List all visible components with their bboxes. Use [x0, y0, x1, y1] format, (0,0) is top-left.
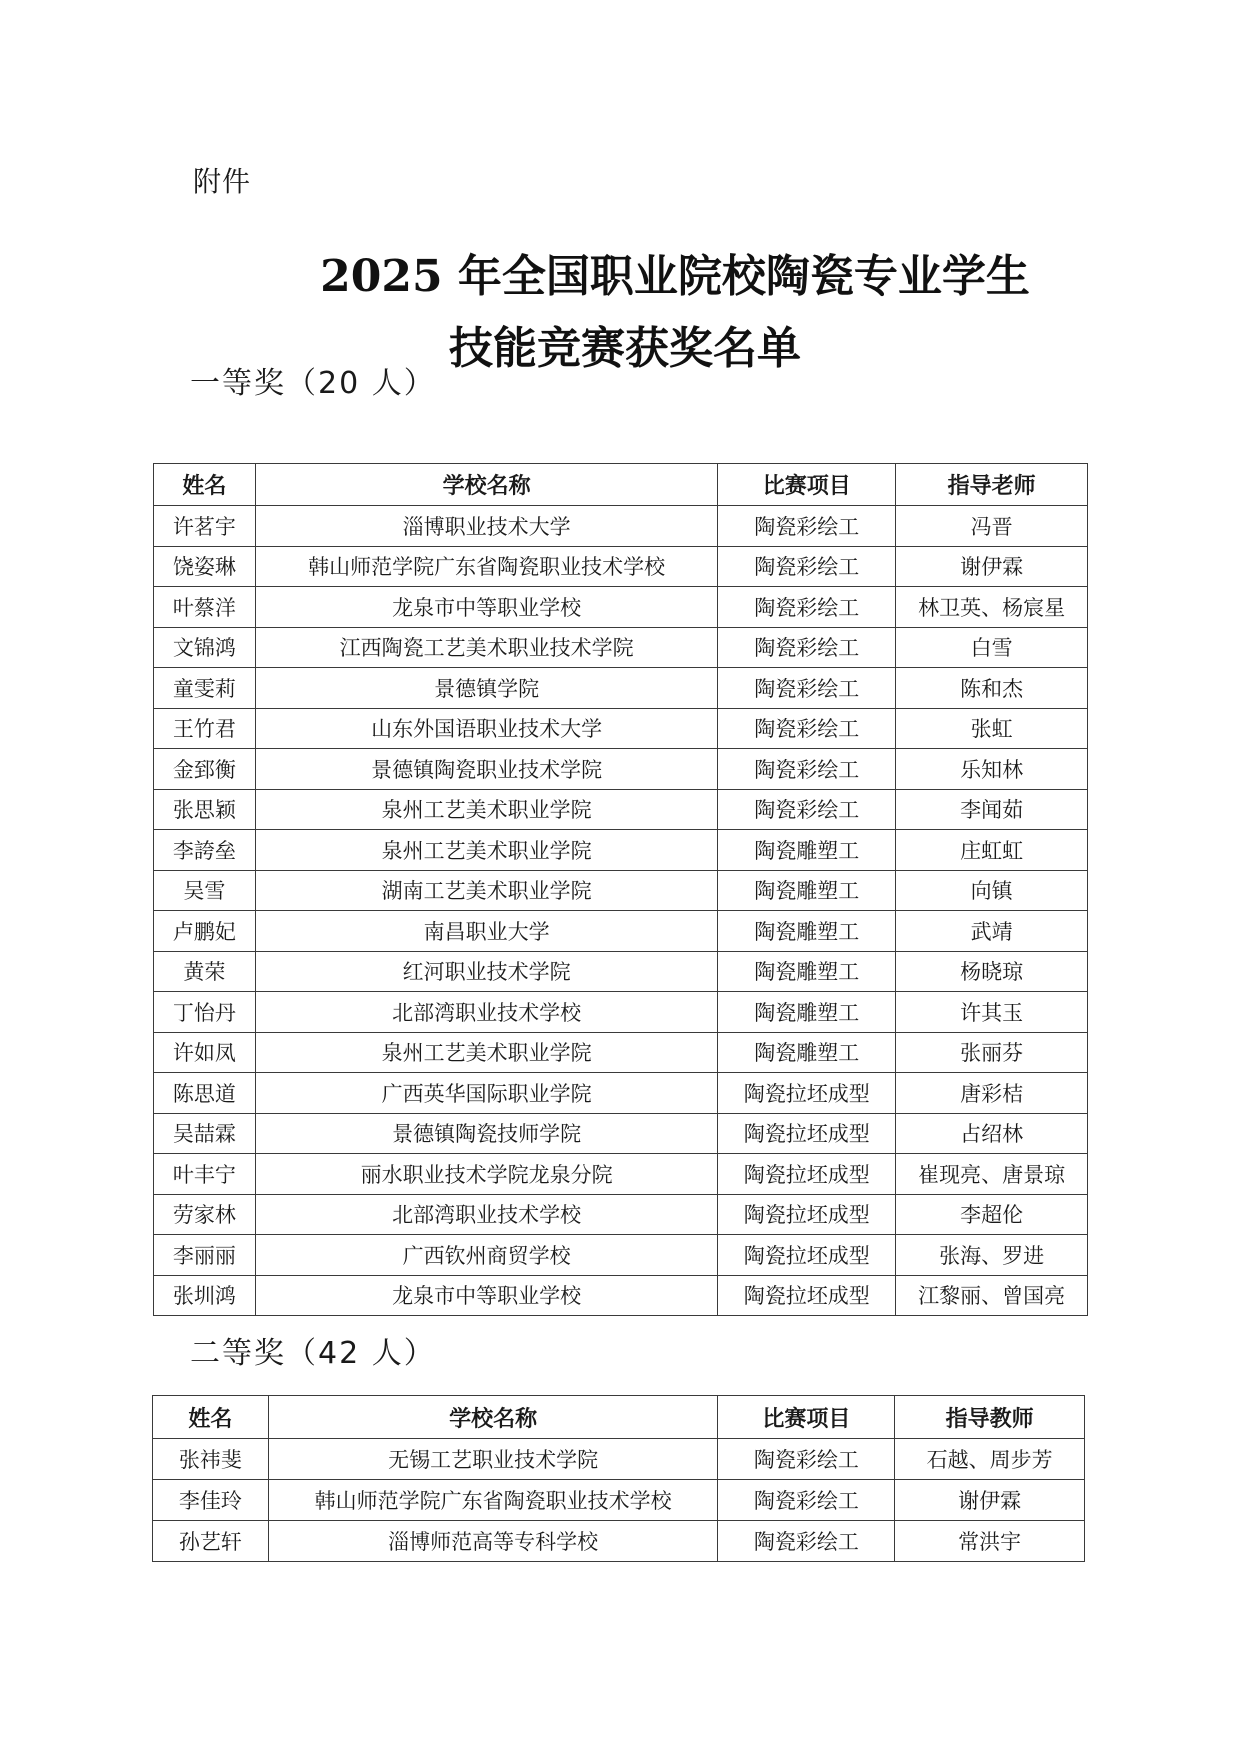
- cell-school: 景德镇陶瓷职业技术学院: [255, 749, 718, 790]
- first-prize-rows: [154, 506, 1088, 1316]
- cell-name: 陈思道: [154, 1073, 256, 1114]
- column-header-teacher: 指导教师: [895, 1396, 1085, 1439]
- cell-name: 李丽丽: [154, 1235, 256, 1276]
- table-row: [154, 587, 1088, 628]
- cell-name: 饶姿琳: [154, 546, 256, 587]
- table-row: [154, 708, 1088, 749]
- cell-teacher: 林卫英、杨宸星: [896, 587, 1088, 628]
- table-row: [154, 1032, 1088, 1073]
- cell-school: 淄博师范高等专科学校: [268, 1521, 718, 1562]
- cell-school: 龙泉市中等职业学校: [255, 587, 718, 628]
- cell-school: 景德镇学院: [255, 668, 718, 709]
- cell-event: 陶瓷雕塑工: [718, 911, 896, 952]
- cell-teacher: 李闻茹: [896, 789, 1088, 830]
- cell-event: 陶瓷雕塑工: [718, 1032, 896, 1073]
- cell-teacher: 武靖: [896, 911, 1088, 952]
- cell-name: 黄荣: [154, 951, 256, 992]
- cell-event: 陶瓷彩绘工: [718, 749, 896, 790]
- cell-teacher: 庄虹虹: [896, 830, 1088, 871]
- cell-teacher: 谢伊霖: [895, 1480, 1085, 1521]
- cell-school: 泉州工艺美术职业学院: [255, 830, 718, 871]
- cell-school: 广西英华国际职业学院: [255, 1073, 718, 1114]
- column-header-name: 姓名: [154, 464, 256, 506]
- cell-school: 泉州工艺美术职业学院: [255, 1032, 718, 1073]
- cell-event: 陶瓷雕塑工: [718, 951, 896, 992]
- cell-name: 卢鹏妃: [154, 911, 256, 952]
- cell-name: 金郅衡: [154, 749, 256, 790]
- cell-teacher: 李超伦: [896, 1194, 1088, 1235]
- table-row: [154, 951, 1088, 992]
- table-row: [154, 668, 1088, 709]
- cell-name: 李誇垒: [154, 830, 256, 871]
- cell-school: 红河职业技术学院: [255, 951, 718, 992]
- cell-event: 陶瓷拉坯成型: [718, 1113, 896, 1154]
- cell-event: 陶瓷彩绘工: [718, 1439, 895, 1480]
- cell-name: 文锦鸿: [154, 627, 256, 668]
- table-row: [154, 1235, 1088, 1276]
- cell-teacher: 乐知林: [896, 749, 1088, 790]
- cell-event: 陶瓷拉坯成型: [718, 1073, 896, 1114]
- cell-school: 韩山师范学院广东省陶瓷职业技术学校: [255, 546, 718, 587]
- cell-school: 北部湾职业技术学校: [255, 992, 718, 1033]
- cell-name: 叶丰宁: [154, 1154, 256, 1195]
- table-row: [154, 1275, 1088, 1316]
- cell-teacher: 白雪: [896, 627, 1088, 668]
- cell-event: 陶瓷彩绘工: [718, 627, 896, 668]
- cell-teacher: 石越、周步芳: [895, 1439, 1085, 1480]
- cell-school: 淄博职业技术大学: [255, 506, 718, 547]
- section-heading-second-prize: 二等奖（42 人）: [190, 1336, 436, 1371]
- table-row: [154, 627, 1088, 668]
- cell-teacher: 江黎丽、曾国亮: [896, 1275, 1088, 1316]
- cell-event: 陶瓷彩绘工: [718, 506, 896, 547]
- table-row: [154, 506, 1088, 547]
- cell-school: 无锡工艺职业技术学院: [268, 1439, 718, 1480]
- cell-name: 孙艺轩: [153, 1521, 269, 1562]
- section-heading-first-prize: 一等奖（20 人）: [190, 366, 436, 401]
- column-header-event: 比赛项目: [718, 464, 896, 506]
- cell-event: 陶瓷雕塑工: [718, 992, 896, 1033]
- cell-school: 北部湾职业技术学校: [255, 1194, 718, 1235]
- table-row: [154, 546, 1088, 587]
- table-row: [154, 1194, 1088, 1235]
- cell-name: 张祎斐: [153, 1439, 269, 1480]
- page-title-line-1: 2025 年全国职业院校陶瓷专业学生: [320, 251, 1030, 302]
- cell-school: 江西陶瓷工艺美术职业技术学院: [255, 627, 718, 668]
- column-header-school: 学校名称: [255, 464, 718, 506]
- cell-event: 陶瓷彩绘工: [718, 1521, 895, 1562]
- table-header-row: [154, 464, 1088, 506]
- cell-event: 陶瓷拉坯成型: [718, 1235, 896, 1276]
- cell-event: 陶瓷彩绘工: [718, 708, 896, 749]
- column-header-event: 比赛项目: [718, 1396, 895, 1439]
- cell-event: 陶瓷雕塑工: [718, 870, 896, 911]
- table-row: [154, 1073, 1088, 1114]
- cell-name: 劳家林: [154, 1194, 256, 1235]
- cell-name: 丁怡丹: [154, 992, 256, 1033]
- cell-school: 湖南工艺美术职业学院: [255, 870, 718, 911]
- cell-teacher: 张丽芬: [896, 1032, 1088, 1073]
- table-row: [153, 1521, 1085, 1562]
- cell-teacher: 张虹: [896, 708, 1088, 749]
- cell-teacher: 唐彩桔: [896, 1073, 1088, 1114]
- cell-name: 叶蔡洋: [154, 587, 256, 628]
- second-prize-rows: [153, 1439, 1085, 1562]
- table-row: [154, 1113, 1088, 1154]
- cell-event: 陶瓷拉坯成型: [718, 1194, 896, 1235]
- cell-teacher: 许其玉: [896, 992, 1088, 1033]
- cell-name: 吴雪: [154, 870, 256, 911]
- cell-name: 吴喆霖: [154, 1113, 256, 1154]
- cell-name: 张圳鸿: [154, 1275, 256, 1316]
- cell-event: 陶瓷彩绘工: [718, 789, 896, 830]
- cell-teacher: 常洪宇: [895, 1521, 1085, 1562]
- table-row: [154, 830, 1088, 871]
- cell-name: 许如凤: [154, 1032, 256, 1073]
- cell-school: 山东外国语职业技术大学: [255, 708, 718, 749]
- cell-name: 张思颖: [154, 789, 256, 830]
- cell-school: 南昌职业大学: [255, 911, 718, 952]
- column-header-teacher: 指导老师: [896, 464, 1088, 506]
- cell-event: 陶瓷彩绘工: [718, 587, 896, 628]
- table-row: [154, 749, 1088, 790]
- cell-event: 陶瓷拉坯成型: [718, 1154, 896, 1195]
- table-row: [154, 1154, 1088, 1195]
- table-header-row: [153, 1396, 1085, 1439]
- cell-teacher: 陈和杰: [896, 668, 1088, 709]
- table-row: [154, 992, 1088, 1033]
- cell-event: 陶瓷拉坯成型: [718, 1275, 896, 1316]
- cell-name: 李佳玲: [153, 1480, 269, 1521]
- cell-teacher: 占绍林: [896, 1113, 1088, 1154]
- table-row: [154, 870, 1088, 911]
- attachment-label: 附件: [193, 165, 252, 198]
- cell-school: 广西钦州商贸学校: [255, 1235, 718, 1276]
- table-row: [153, 1439, 1085, 1480]
- cell-school: 龙泉市中等职业学校: [255, 1275, 718, 1316]
- cell-event: 陶瓷彩绘工: [718, 1480, 895, 1521]
- cell-teacher: 冯晋: [896, 506, 1088, 547]
- cell-name: 童雯莉: [154, 668, 256, 709]
- cell-event: 陶瓷彩绘工: [718, 546, 896, 587]
- column-header-name: 姓名: [153, 1396, 269, 1439]
- column-header-school: 学校名称: [268, 1396, 718, 1439]
- cell-school: 丽水职业技术学院龙泉分院: [255, 1154, 718, 1195]
- table-row: [153, 1480, 1085, 1521]
- cell-name: 许茗宇: [154, 506, 256, 547]
- cell-name: 王竹君: [154, 708, 256, 749]
- cell-teacher: 向镇: [896, 870, 1088, 911]
- cell-teacher: 谢伊霖: [896, 546, 1088, 587]
- cell-school: 景德镇陶瓷技师学院: [255, 1113, 718, 1154]
- table-row: [154, 911, 1088, 952]
- cell-teacher: 张海、罗进: [896, 1235, 1088, 1276]
- cell-event: 陶瓷彩绘工: [718, 668, 896, 709]
- cell-teacher: 杨晓琼: [896, 951, 1088, 992]
- cell-school: 韩山师范学院广东省陶瓷职业技术学校: [268, 1480, 718, 1521]
- cell-teacher: 崔现亮、唐景琼: [896, 1154, 1088, 1195]
- first-prize-table: [153, 463, 1088, 1316]
- second-prize-table: [152, 1395, 1085, 1562]
- table-row: [154, 789, 1088, 830]
- cell-school: 泉州工艺美术职业学院: [255, 789, 718, 830]
- cell-event: 陶瓷雕塑工: [718, 830, 896, 871]
- page-title-line-2: 技能竞赛获奖名单: [449, 323, 801, 374]
